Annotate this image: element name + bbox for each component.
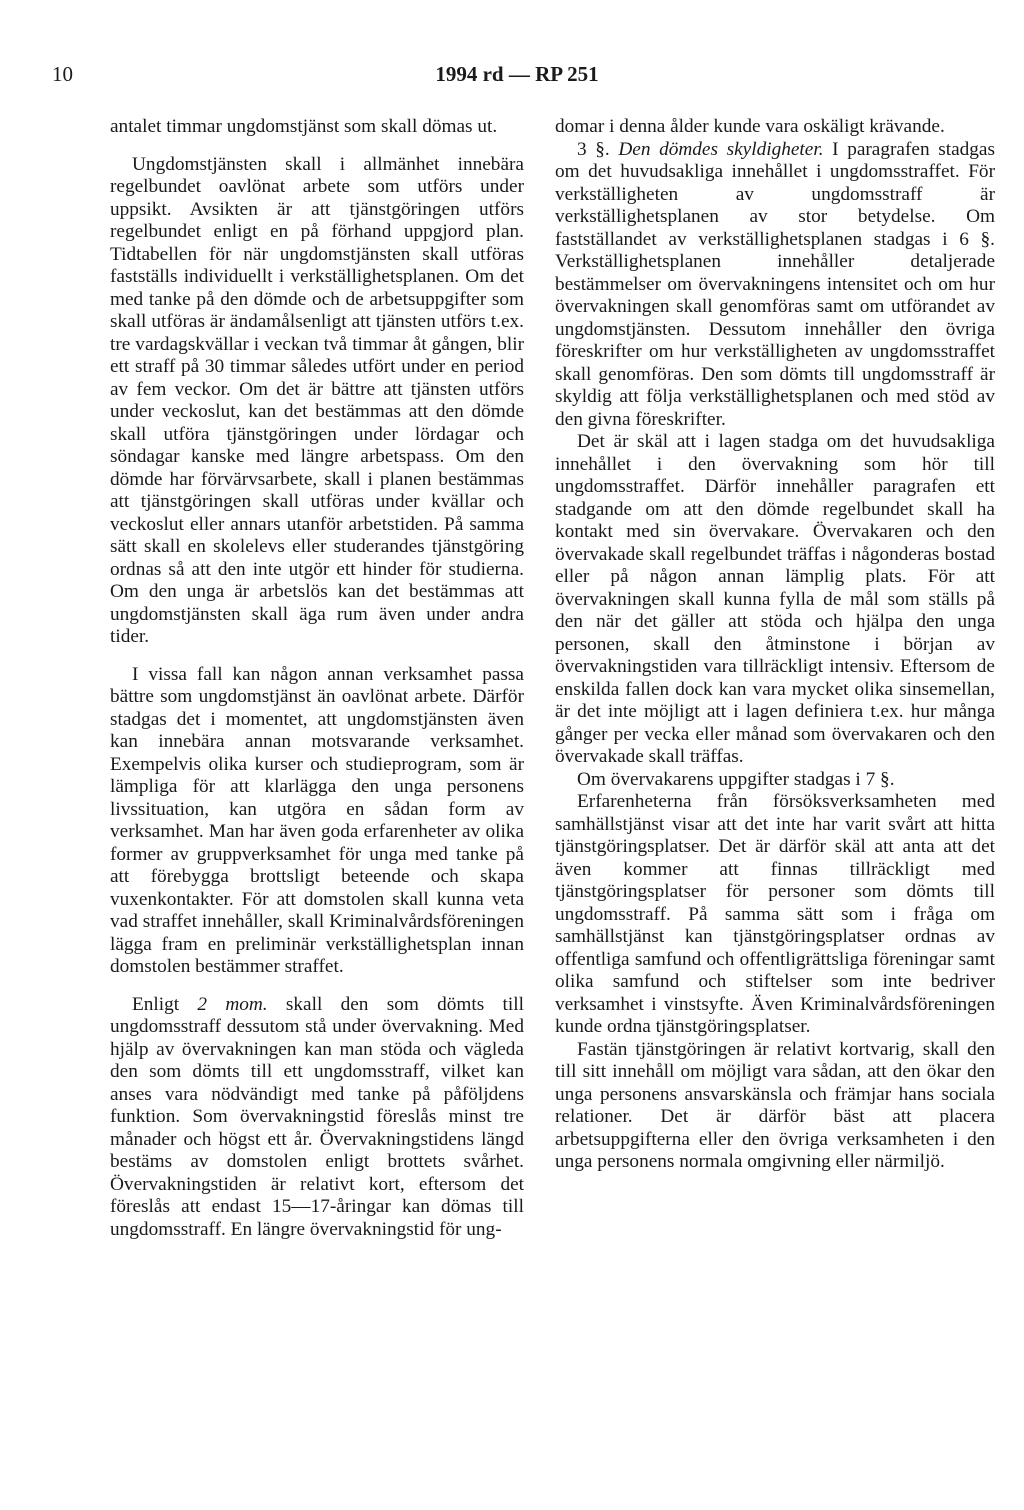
paragraph: Ungdomstjänsten skall i allmänhet innebära regelbundet oavlönat arbete som utförs under uppsikt. Avsikten är att tjänstgöringen utförs regelbundet enligt en på förhand uppgjord plan. Tidtabellen för när ungdomstjänsten skall utföras fastställs individuellt i verkställighetsplanen. Om det med tanke på den dömde och de arbetsuppgifter som skall utföras är ändamålsenligt att tjänsten utförs t.ex. tre vardagskvällar i veckan två timmar åt gången, blir ett straff på 30 timmar således utfört under en period av fem veckor. Om det är bättre att tjänsten utförs under veckoslut, kan det bestämmas att den dömde skall utföra tjänstgöringen under lördagar och söndagar kanske med längre arbetspass. Om den dömde har förvärvsarbete, skall i planen bestämmas att tjänstgöringen skall utföras under kvällar och veckoslut eller annars utanför arbetstiden. På samma sätt skall en skolelevs eller studerandes tjänstgöring ordnas så att den inte utgör ett hinder för studierna. Om den unga är arbetslös kan det bestämmas att ungdomstjänsten skall äga rum även under andra tider. bbox=[110, 153, 524, 647]
paragraph: Det är skäl att i lagen stadga om det huvudsakliga innehållet i den övervakning som hör till ungdomsstraffet. Därför innehåller paragrafen ett stadgande om att den dömde regelbundet skall ha kontakt med sin övervakare. Övervakaren och den övervakade skall regelbundet träffas i någonderas bostad eller på någon annan lämplig plats. För att övervakningen skall kunna fylla de mål som ställs på den när det gäller att stöda och hjälpa den unga personen, skall den åtminstone i början av övervakningstiden vara tillräckligt intensiv. Eftersom de enskilda fallen dock kan vara mycket olika sinsemellan, är det inte möjligt att i lagen definiera t.ex. hur många gånger per vecka eller månad som övervakaren och den övervakade skall träffas. bbox=[555, 431, 995, 767]
section-reference: 2 mom. bbox=[197, 993, 268, 1015]
paragraph: I vissa fall kan någon annan verksamhet passa bättre som ungdomstjänst än oavlönat arbete. Därför stadgas det i momentet, att ungdomstjänsten även kan innebära annan motsvarande verksamhet. Exempelvis olika kurser och studieprogram, som är lämpliga för att klarlägga den unga personens livssituation, kan utgöra en sådan form av verksamhet. Man har även goda erfarenheter av olika former av gruppverksamhet för unga med tanke på att förebygga brottsligt beteende och skapa vuxenkontakter. För att domstolen skall kunna veta vad straffet innehåller, skall Kriminalvårdsföreningen lägga fram en preliminär verkställighetsplan innan domstolen bestämmer straffet. bbox=[110, 663, 524, 977]
paragraph: Om övervakarens uppgifter stadgas i 7 §. bbox=[577, 768, 895, 790]
paragraph-text: skall den som dömts till ungdomsstraff dessutom stå under övervakning. Med hjälp av övervakningen kan man stöda och vägleda den som dömts till ett ungdomsstraff, vilket kan anses vara nödvändigt med tanke på påföljdens funktion. Som övervakningstid föreslås minst tre månader och högst ett år. Övervakningstidens längd bestäms av domstolen enligt brottets svårhet. Övervakningstiden är relativt kort, eftersom det föreslås att endast 15—17-åringar kan dömas till ungdomsstraff. En längre övervakningstid för ung- bbox=[110, 993, 524, 1240]
page-number: 10 bbox=[52, 62, 73, 86]
paragraph: Fastän tjänstgöringen är relativt kortvarig, skall den till sitt innehåll om möjligt vara sådan, att den ökar den unga personens ansvarskänsla och främjar hans sociala relationer. Det är därför bäst att placera arbetsuppgifterna eller den övriga verksamheten i den unga personens normala omgivning eller närmiljö. bbox=[555, 1038, 995, 1172]
running-head: 1994 rd — RP 251 bbox=[435, 62, 599, 86]
section-heading: Den dömdes skyldigheter. bbox=[618, 138, 824, 160]
paragraph: Erfarenheterna från försöksverksamheten med samhällstjänst visar att det inte har varit svårt att hitta tjänstgöringsplatser. Det är därför skäl att anta att det även kommer att finnas tillräckligt med tjänstgöringsplatser för personer som dömts till ungdomsstraff. På samma sätt som i fråga om samhällstjänst kan tjänstgöringsplatser ordnas av offentliga samfund och offentligrättsliga föreningar samt olika samfund och stiftelser som inte bedriver verksamhet i vinstsyfte. Även Kriminalvårdsföreningen kunde ordna tjänstgöringsplatser. bbox=[555, 791, 995, 1037]
paragraph: antalet timmar ungdomstjänst som skall dömas ut. bbox=[110, 116, 498, 137]
paragraph bbox=[555, 139, 995, 432]
page-header bbox=[52, 62, 982, 92]
right-column bbox=[555, 116, 995, 1174]
left-column bbox=[110, 116, 524, 1241]
paragraph-text: I paragrafen stadgas om det huvudsakliga innehållet i ungdomsstraffet. För verkställigheten av ungdomsstraff är verkställighetsplanen av stor betydelse. Om fastställandet av verkställighetsplanen stadgas i 6 §. Verkställighetsplanen innehåller detaljerade bestämmelser om övervakningens intensitet och om hur övervakningen skall genomföras samt om utförandet av ungdomstjänsten. Dessutom innehåller den övriga föreskrifter om hur verkställigheten av ungdomsstraffet skall genomföras. Den som dömts till ungdomsstraff är skyldig att följa verkställighetsplanen och med stöd av den givna föreskrifter. bbox=[555, 138, 995, 430]
paragraph bbox=[110, 994, 524, 1242]
section-number: 3 §. bbox=[577, 138, 619, 160]
paragraph: domar i denna ålder kunde vara oskäligt krävande. bbox=[555, 116, 945, 137]
paragraph-text: Enligt bbox=[132, 993, 198, 1015]
